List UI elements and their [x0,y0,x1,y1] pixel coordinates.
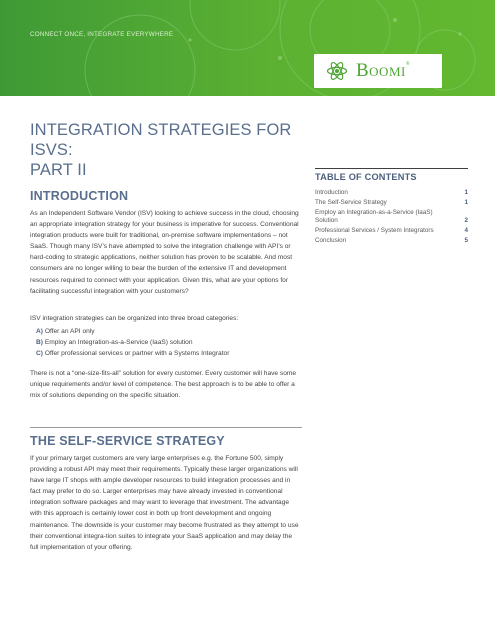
list-item-text: Employ an Integration-as-a-Service (IaaS) solution [44,339,193,347]
toc-item-page: 2 [464,217,468,225]
toc-item-label: The Self-Service Strategy [315,199,387,206]
introduction-heading: INTRODUCTION [30,189,129,203]
toc-item-label: Introduction [315,189,348,196]
table-of-contents [315,168,468,247]
list-item-letter: B) [36,339,43,347]
toc-item-label: Conclusion [315,237,347,245]
list-item-letter: A) [36,328,43,335]
self-service-paragraph: If your primary target customers are very large enterprises e.g. the Fortune 500, simply providing a robust API may meet their requirements. Typically these larger organizations will have large IT shops with ample developer resources to build integration processes and in fact may prefer to do so. Larger enterprises may have already invested in conventional integration software packages and may want to leverage that investment. The advantage with this approach is certainly lower cost in both up front development and ongoing maintenance. The downside is your customer may become frustrated as they attempt to use their conventional integra-tion suites to integrate your SaaS application and may delay the full implementation of your offering. [30,455,299,551]
intro-paragraph-3: There is not a “one-size-fits-all” solution for every customer. Every customer will have some unique requirements and/or level of competence. The best approach is to be able to offer a mix of solutions depending on the specific situation. [30,370,297,400]
logo-text [356,60,410,82]
toc-item[interactable] [315,189,468,197]
toc-item-label: Employ an Integration-as-a-Service (IaaS) Solution [315,209,433,225]
toc-item-page: 5 [464,237,468,245]
title-line-1: INTEGRATION STRATEGIES FOR ISVS: [30,121,292,159]
toc-item-page: 4 [464,227,468,235]
logo-wordmark: Boomi [356,60,406,81]
boomi-logo[interactable] [314,54,442,88]
intro-paragraph-1: As an Independent Software Vendor (ISV) looking to achieve success in the cloud, choosing an appropriate integration strategy for your business is imperative for success. Conventional integration products were built for traditional, on-premise software implementations – not SaaS. Though many ISV’s have attempted to solve the integration challenge with API’s or hard-coding to strategic applications, neither solution has proven to be scalable. And most consumers are no longer willing to bear the burden of the extensive IT and development resources required to connect with your application. Given this, what are your options for facilitating successful integration with your customers? [30,210,299,295]
toc-item-label: Professional Services / System Integrators [315,227,434,235]
document-title [30,120,320,180]
toc-item[interactable] [315,199,468,207]
strategy-list [36,326,296,359]
intro-paragraph-2: ISV integration strategies can be organized into three broad categories: [30,315,239,322]
registered-mark: ® [405,62,411,67]
list-item [36,337,296,348]
title-line-2: PART II [30,161,87,179]
list-item-letter: C) [36,350,43,358]
list-item [36,326,296,337]
list-item-text: Offer professional services or partner with a Systems Integrator [44,350,230,358]
header-banner [0,0,495,96]
toc-title: TABLE OF CONTENTS [315,172,417,182]
list-item [36,348,296,359]
section-divider [30,427,302,428]
atom-icon [326,60,348,82]
tagline: CONNECT ONCE, INTEGRATE EVERYWHERE [30,31,174,38]
toc-item[interactable] [315,227,468,235]
list-item-text: Offer an API only [44,328,95,335]
toc-item-page: 1 [464,199,468,206]
toc-item[interactable] [315,237,468,245]
self-service-heading: THE SELF-SERVICE STRATEGY [30,434,225,448]
toc-item[interactable] [315,209,468,226]
toc-item-page: 1 [464,189,468,196]
